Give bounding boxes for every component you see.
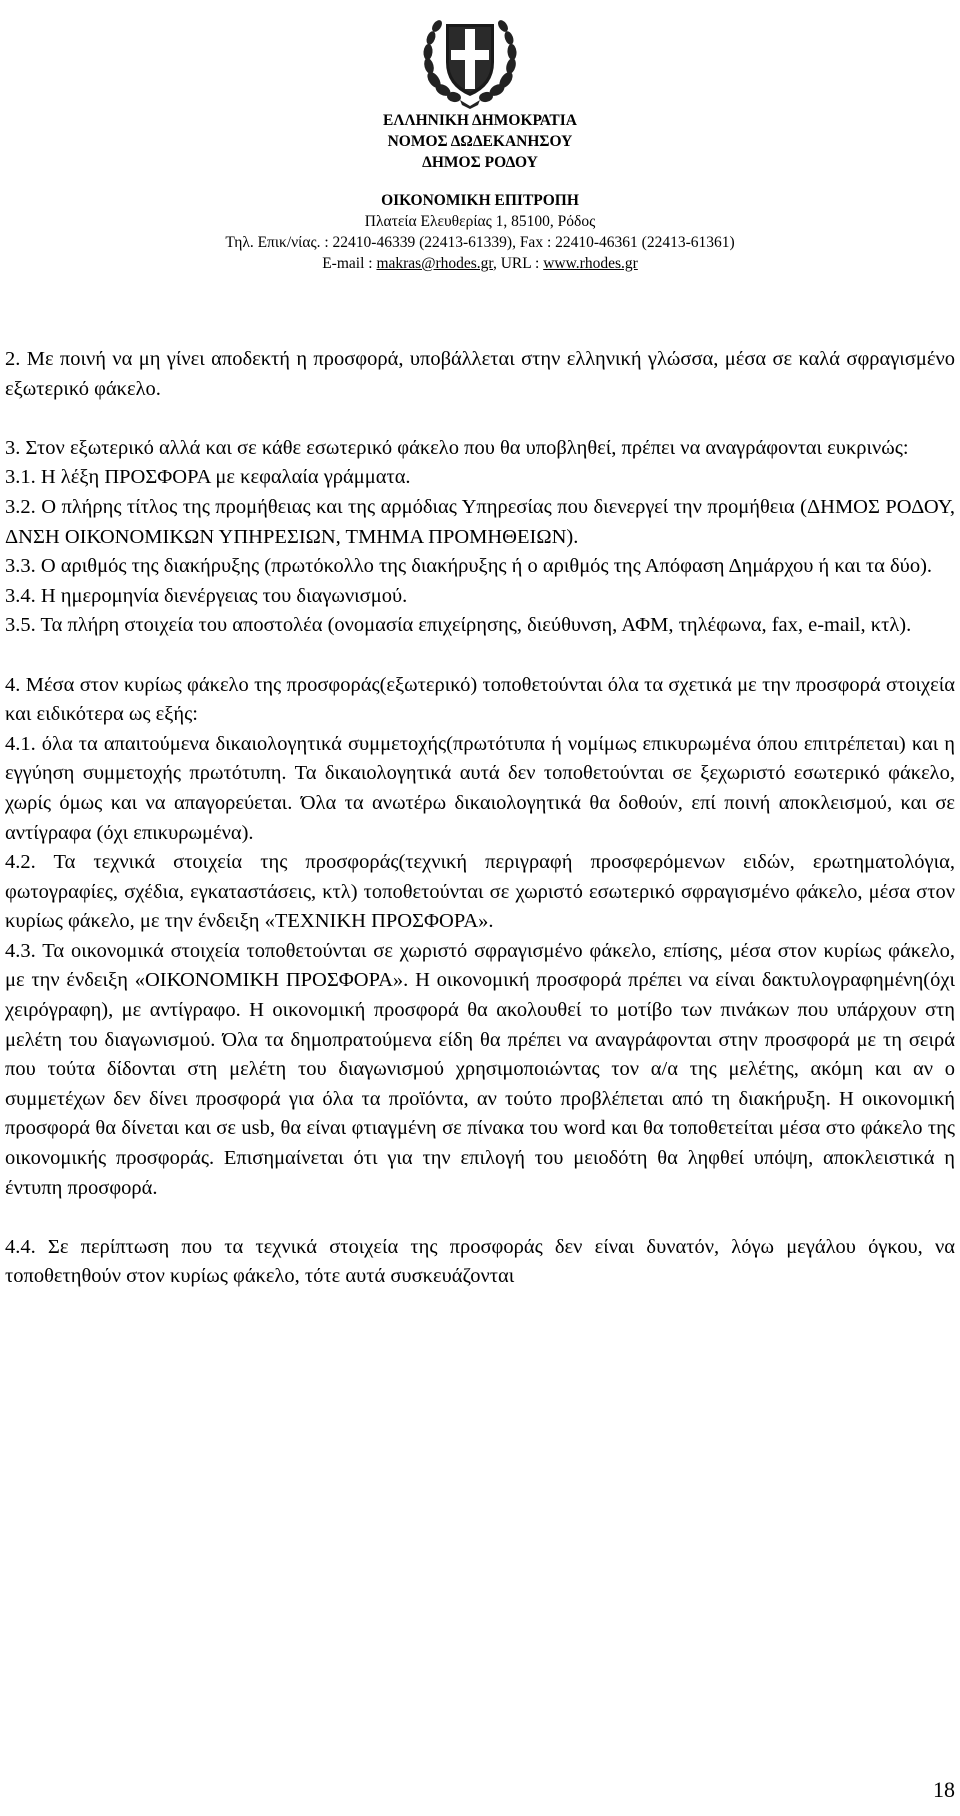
email-label: E-mail : xyxy=(322,255,377,272)
paragraph-4: 4. Μέσα στον κυρίως φάκελο της προσφοράς(εξωτερικό) τοποθετούνται όλα τα σχετικά με την προσφορά στοιχεία και ειδικότερα ως εξής: xyxy=(5,673,955,726)
paragraph-4-3: 4.3. Τα οικονομικά στοιχεία τοποθετούνται σε χωριστό σφραγισμένο φάκελο, επίσης, μέσα στον κυρίως φάκελο, με την ένδειξη «ΟΙΚΟΝΟΜΙΚΗ ΠΡΟΣΦΟΡΑ». Η οικονομική προσφορά πρέπει να είναι δακτυλογραφημένη(όχι χειρόγραφη), με αντίγραφο. Η οικονομική προσφορά θα ακολουθεί το μοτίβο των πινάκων που υπάρχουν στη μελέτη του διαγωνισμού. Όλα τα δημοπρατούμενα είδη θα πρέπει να αναγράφονται στην προσφορά με τη σειρά που τούτα δίδονται στη μελέτη του διαγωνισμού χρησιμοποιώντας τον α/α της μελέτης, ακόμη και αν ο συμμετέχων δεν δίνει προσφορά για όλα τα προϊόντα, αν τούτο προβλέπεται από τη διακήρυξη. Η οικονομική προσφορά θα δίνεται και σε usb, θα είναι φτιαγμένη σε πίνακα του word και θα τοποθετείται μέσα στο φάκελο της οικονομικής προσφοράς. Επισημαίνεται ότι για την επιλογή του μειοδότη θα ληφθεί υπόψη, αποκλειστικά η έντυπη προσφορά. xyxy=(5,939,955,1199)
paragraph-4-1: 4.1. όλα τα απαιτούμενα δικαιολογητικά συμμετοχής(πρωτότυπα ή νομίμως επικυρωμένα όπου επιτρέπεται) και η εγγύηση συμμετοχής πρωτότυπη. Τα δικαιολογητικά αυτά δεν τοποθετούνται σε ξεχωριστό εσωτερικό φάκελο, χωρίς όμως και να απαγορεύεται. Όλα τα ανωτέρω δικαιολογητικά θα δοθούν, επί ποινή αποκλεισμού, και σε αντίγραφα (όχι επικυρωμένα). xyxy=(5,732,955,844)
paragraph-gap xyxy=(5,404,955,434)
letterhead-spacer xyxy=(80,173,880,190)
paragraph-2: 2. Με ποινή να μη γίνει αποδεκτή η προσφορά, υποβάλλεται στην ελληνική γλώσσα, μέσα σε καλά σφραγισμένο εξωτερικό φάκελο. xyxy=(5,348,955,400)
url-label: , URL : xyxy=(492,255,544,272)
paragraph-gap xyxy=(5,1203,955,1233)
greek-coat-of-arms-icon xyxy=(416,10,524,110)
paragraph-4-2: 4.2. Τα τεχνικά στοιχεία της προσφοράς(τεχνική περιγραφή προσφερόμενων ειδών, ερωτηματολόγια, φωτογραφίες, σχέδια, εγκαταστάσεις, κτλ) τοποθετούνται σε χωριστό εσωτερικό σφραγισμένο φάκελο, μέσα στον κυρίως φάκελο, με την ένδειξη «ΤΕΧΝΙΚΗ ΠΡΟΣΦΟΡΑ». xyxy=(5,851,955,933)
url-link[interactable]: www.rhodes.gr xyxy=(543,255,638,272)
letterhead xyxy=(80,110,880,274)
contact-line xyxy=(80,253,880,274)
paragraph-3: 3. Στον εξωτερικό αλλά και σε κάθε εσωτερικό φάκελο που θα υποβληθεί, πρέπει να αναγράφονται ευκρινώς: xyxy=(5,436,909,459)
municipality-name: ΔΗΜΟΣ ΡΟΔΟΥ xyxy=(422,154,538,171)
paragraph-3-1: 3.1. Η λέξη ΠΡΟΣΦΟΡΑ με κεφαλαία γράμματα. xyxy=(5,466,411,489)
address-line: Πλατεία Ελευθερίας 1, 85100, Ρόδος xyxy=(364,213,596,230)
committee-name: ΟΙΚΟΝΟΜΙΚΗ ΕΠΙΤΡΟΠΗ xyxy=(381,192,579,209)
paragraph-4-4: 4.4. Σε περίπτωση που τα τεχνικά στοιχεία της προσφοράς δεν είναι δυνατόν, λόγω μεγάλου όγκου, να τοποθετηθούν στον κυρίως φάκελο, τότε αυτά συσκευάζονται xyxy=(5,1235,955,1288)
paragraph-3-2: 3.2. Ο πλήρης τίτλος της προμήθειας και της αρμόδιας Υπηρεσίας που διενεργεί την προμήθεια (ΔΗΜΟΣ ΡΟΔΟΥ, ΔΝΣΗ ΟΙΚΟΝΟΜΙΚΩΝ ΥΠΗΡΕΣΙΩΝ, ΤΜΗΜΑ ΠΡΟΜΗΘΕΙΩΝ). xyxy=(5,495,955,548)
prefecture-name: ΝΟΜΟΣ ΔΩΔΕΚΑΝΗΣΟΥ xyxy=(387,133,573,150)
phone-line: Τηλ. Επικ/νίας. : 22410-46339 (22413-61339), Fax : 22410-46361 (22413-61361) xyxy=(225,234,735,251)
email-link[interactable]: makras@rhodes.gr xyxy=(376,255,493,272)
paragraph-3-4: 3.4. Η ημερομηνία διενέργειας του διαγωνισμού. xyxy=(5,584,408,607)
document-body xyxy=(5,345,955,1292)
page-number: 18 xyxy=(933,1777,955,1802)
paragraph-3-3: 3.3. Ο αριθμός της διακήρυξης (πρωτόκολλο της διακήρυξης ή ο αριθμός της Απόφαση Δημάρχου ή και τα δύο). xyxy=(5,555,933,578)
country-name: ΕΛΛΗΝΙΚΗ ΔΗΜΟΚΡΑΤΙΑ xyxy=(383,112,577,129)
paragraph-gap xyxy=(5,641,955,671)
paragraph-3-5: 3.5. Τα πλήρη στοιχεία του αποστολέα (ονομασία επιχείρησης, διεύθυνση, ΑΦΜ, τηλέφωνα, fax, e-mail, κτλ). xyxy=(5,614,912,637)
